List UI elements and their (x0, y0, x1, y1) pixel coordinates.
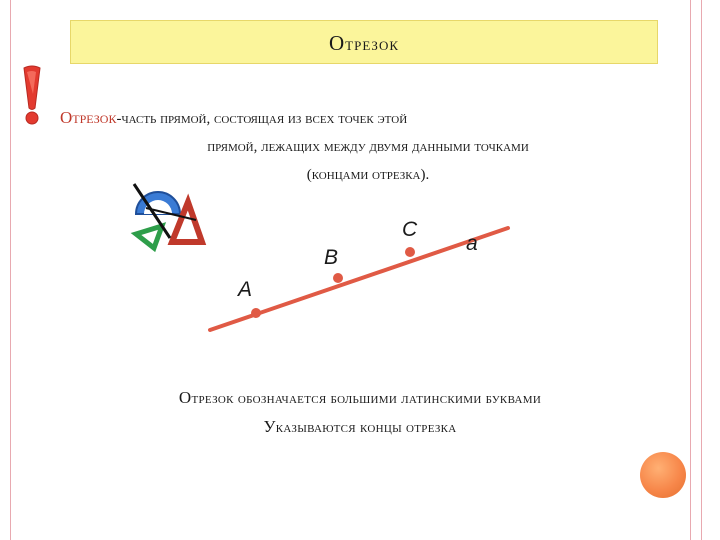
definition-line-2: прямой, лежащих между двумя данными точками (207, 139, 529, 155)
left-margin-rule (10, 0, 11, 540)
segment-figure (196, 206, 526, 338)
title-capital: О (328, 31, 346, 55)
point-label-a: A (238, 278, 253, 301)
slide-title (70, 20, 658, 64)
point-label-b: B (324, 246, 339, 269)
definition-line-1: -часть прямой, состоящая из всех точек этой (116, 111, 408, 127)
decorative-circle-icon (640, 452, 686, 498)
definition-term: Отрезок (60, 108, 117, 127)
point-label-c: C (402, 218, 418, 241)
point-a (251, 308, 261, 318)
segment-notes (40, 384, 680, 442)
definition-line-3: (концами отрезка). (306, 167, 430, 183)
point-c (405, 247, 415, 257)
exclamation-icon (14, 64, 50, 128)
right-margin-rules (690, 0, 702, 540)
note-line-2: Указываются концы отрезка (263, 417, 457, 436)
point-b (333, 273, 343, 283)
title-rest: трезок (345, 34, 399, 55)
line-label-a: a (466, 232, 478, 255)
segment-definition (58, 104, 678, 189)
note-line-1: Отрезок обозначается большими латинскими буквами (178, 388, 542, 407)
